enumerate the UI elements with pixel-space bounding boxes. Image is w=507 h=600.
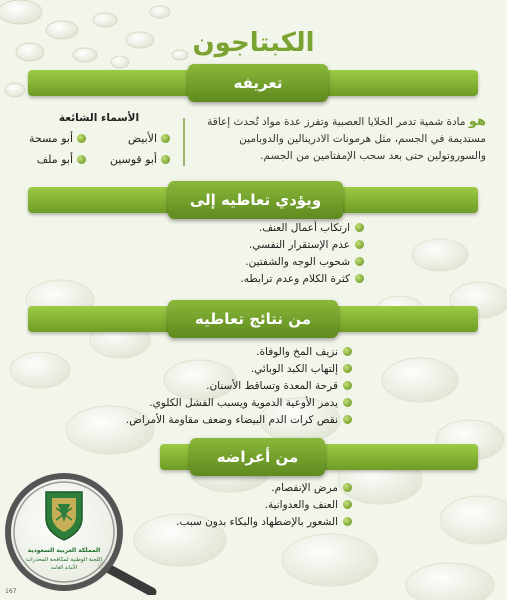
common-name-item: أبو مسحة (29, 132, 86, 145)
common-name-item: أبو ملف (37, 153, 86, 166)
list-item: كثرة الكلام وعدم ترابطه. (240, 270, 364, 287)
logo-line-2: اللجنة الوطنية لمكافحة المخدرات (26, 557, 102, 563)
bullet-icon (343, 381, 352, 390)
definition-text (186, 113, 486, 165)
bullet-icon (343, 398, 352, 407)
bullet-icon (343, 500, 352, 509)
list-item: ارتكاب أعمال العنف. (240, 219, 364, 236)
magnifier-logo (2, 470, 162, 595)
bullet-icon (343, 364, 352, 373)
common-names-list (24, 132, 174, 192)
bullet-icon (343, 517, 352, 526)
leads-to-list (240, 219, 364, 287)
leads-to-heading: ويؤدي تعاطيه إلى (168, 181, 343, 219)
symptoms-heading: من أعراضه (190, 438, 325, 476)
logo-line-1: المملكة العربية السعودية (27, 547, 101, 554)
definition-banner (28, 70, 478, 96)
list-item: مرض الإنفصام. (176, 479, 352, 496)
common-name-item: الأبيض (128, 132, 170, 145)
page-number: 167 (5, 588, 17, 595)
bullet-icon (355, 274, 364, 283)
bullet-icon (343, 415, 352, 424)
bullet-icon (355, 223, 364, 232)
definition-heading: تعريفه (188, 64, 328, 102)
symptoms-list (176, 479, 352, 530)
bullet-icon (161, 134, 170, 143)
leads-to-banner (28, 187, 478, 213)
list-item: عدم الإستقرار النفسي. (240, 236, 364, 253)
logo-line-3: الأمانة العامة (50, 565, 78, 571)
common-names-heading: الأسماء الشائعة (58, 112, 140, 124)
list-item: نزيف المخ والوفاة. (126, 343, 352, 360)
list-item: إلتهاب الكبد الوبائي. (126, 360, 352, 377)
list-item: الشعور بالإضطهاد والبكاء بدون سبب. (176, 513, 352, 530)
results-heading: من نتائج تعاطيه (168, 300, 338, 338)
list-item: قرحة المعدة وتساقط الأسنان. (126, 377, 352, 394)
list-item: يدمر الأوعية الدموية ويسبب الفشل الكلوي. (126, 394, 352, 411)
common-name-item: أبو قوسين (110, 153, 170, 166)
symptoms-banner (160, 444, 478, 470)
definition-lead-word: هو (468, 114, 486, 129)
bullet-icon (355, 240, 364, 249)
list-item: شحوب الوجه والشفتين. (240, 253, 364, 270)
page-title: الكبتاجون (192, 28, 315, 58)
definition-body: مادة شمية تدمر الخلايا العصبية وتفرز عدة مواد تُحدث إعاقة مستديمة في الجسم، مثل هرمونات الادرينالين والدوبامين والسوروتولين حتى بعد سحب الإمفتامين من الجسم. (207, 116, 486, 162)
list-item: العنف والعدوانية. (176, 496, 352, 513)
list-item: نقص كرات الدم البيضاء وضعف مقاومة الأمراض. (126, 411, 352, 428)
bullet-icon (355, 257, 364, 266)
results-banner (28, 306, 478, 332)
bullet-icon (161, 155, 170, 164)
bullet-icon (343, 347, 352, 356)
common-names (24, 112, 174, 166)
bullet-icon (77, 155, 86, 164)
results-list (126, 343, 352, 428)
definition-divider (183, 118, 185, 166)
bullet-icon (77, 134, 86, 143)
bullet-icon (343, 483, 352, 492)
